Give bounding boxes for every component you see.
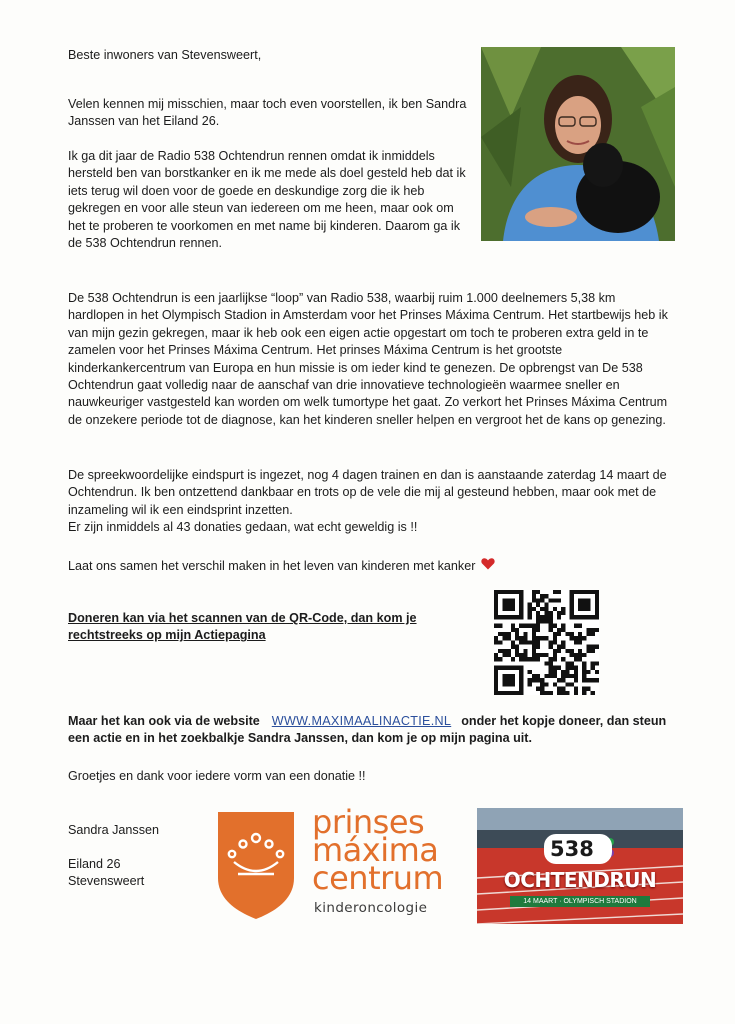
closing-line <box>68 557 688 575</box>
website-instruction <box>68 713 688 748</box>
signature-address <box>68 856 144 891</box>
maxima-line-1: prinses <box>312 803 425 841</box>
website-link[interactable]: WWW.MAXIMAALINACTIE.NL <box>271 714 452 728</box>
website-pre-text: Maar het kan ook via de website <box>68 714 260 728</box>
maxima-centrum-logo <box>216 803 456 923</box>
signature-name: Sandra Janssen <box>68 823 160 837</box>
paragraph-final-sprint: De spreekwoordelijke eindspurt is ingezet, nog 4 dagen trainen en dan is aanstaande zaterdag 14 maart de Ochtendrun. Ik ben ontzettend dankbaar en trots op de vele die mij al gesteund hebben, maar ook met de inzameling wil ik een eindsprint inzetten. <box>68 468 667 517</box>
ochtendrun-title: OCHTENDRUN <box>503 868 657 892</box>
heart-icon <box>481 557 495 575</box>
paragraph-about-run: De 538 Ochtendrun is een jaarlijkse “loop” van Radio 538, waarbij ruim 1.000 deelnemers 5,38 km hardlopen in het Olympisch Stadion in Amsterdam voor het Prinses Máxima Centrum. Het startbewijs heb ik van mijn gezin gekregen, maar ik heb ook een eigen actie opgestart om toch te proberen extra geld in te zamelen voor het Prinses Máxima Centrum. Het prinses Máxima Centrum is het grootste kinderkankercentrum van Europa en hun missie is om ieder kind te genezen. De opbrengst van De 538 Ochtendrun gaat volledig naar de aanschaf van drie innovatieve technologieën waarmee sneller en nauwkeuriger vastgesteld kan worden om welk tumortype het gaat. Zo verkort het Prinses Máxima Centrum de onzekere periode tot de diagnose, kan het kinderen sneller helpen en vergroot het de kans op genezing. <box>68 291 668 427</box>
maxima-wordmark <box>312 803 444 897</box>
ochtendrun-ribbon: 14 MAART · OLYMPISCH STADION <box>510 896 650 907</box>
thanks-line: Groetjes en dank voor iedere vorm van een donatie !! <box>68 769 366 783</box>
address-line-1: Eiland 26 <box>68 857 121 871</box>
maxima-line-2: máxima <box>312 831 439 869</box>
intro-paragraph: Velen kennen mij misschien, maar toch even voorstellen, ik ben Sandra Janssen van het Eiland 26. <box>68 97 467 129</box>
paragraph-motivation: Ik ga dit jaar de Radio 538 Ochtendrun rennen omdat ik inmiddels hersteld ben van borstkanker en ik me mede als doel gesteld heb dat ik iets terug wil doen voor de goede en deskundige zorg die ik heb gekregen en voor alle steun van iedereen om me heen, maar ook om het te proberen te voorkomen en met name bij kinderen. Daarom ga ik de 538 Ochtendrun rennen. <box>68 149 466 251</box>
closing-text: Laat ons samen het verschil maken in het leven van kinderen met kanker <box>68 558 476 573</box>
538-badge: 538 <box>544 834 612 864</box>
ochtendrun-logo <box>477 808 683 924</box>
qr-code[interactable] <box>494 590 599 695</box>
maxima-line-3: centrum <box>312 859 444 897</box>
donate-instruction: Doneren kan via het scannen van de QR-Code, dan kom je rechtstreeks op mijn Actiepagina <box>68 611 417 643</box>
address-line-2: Stevensweert <box>68 874 145 889</box>
maxima-subtitle: kinderoncologie <box>314 900 428 916</box>
portrait-photo <box>481 47 675 241</box>
greeting: Beste inwoners van Stevensweert, <box>68 48 262 62</box>
crown-shield-icon <box>216 808 296 920</box>
paragraph-donation-count: Er zijn inmiddels al 43 donaties gedaan, wat echt geweldig is !! <box>68 520 418 534</box>
website-post-text: onder het kopje doneer, dan steun een actie en in het zoekbalkje Sandra Janssen, dan kom je op mijn pagina uit. <box>68 714 667 746</box>
